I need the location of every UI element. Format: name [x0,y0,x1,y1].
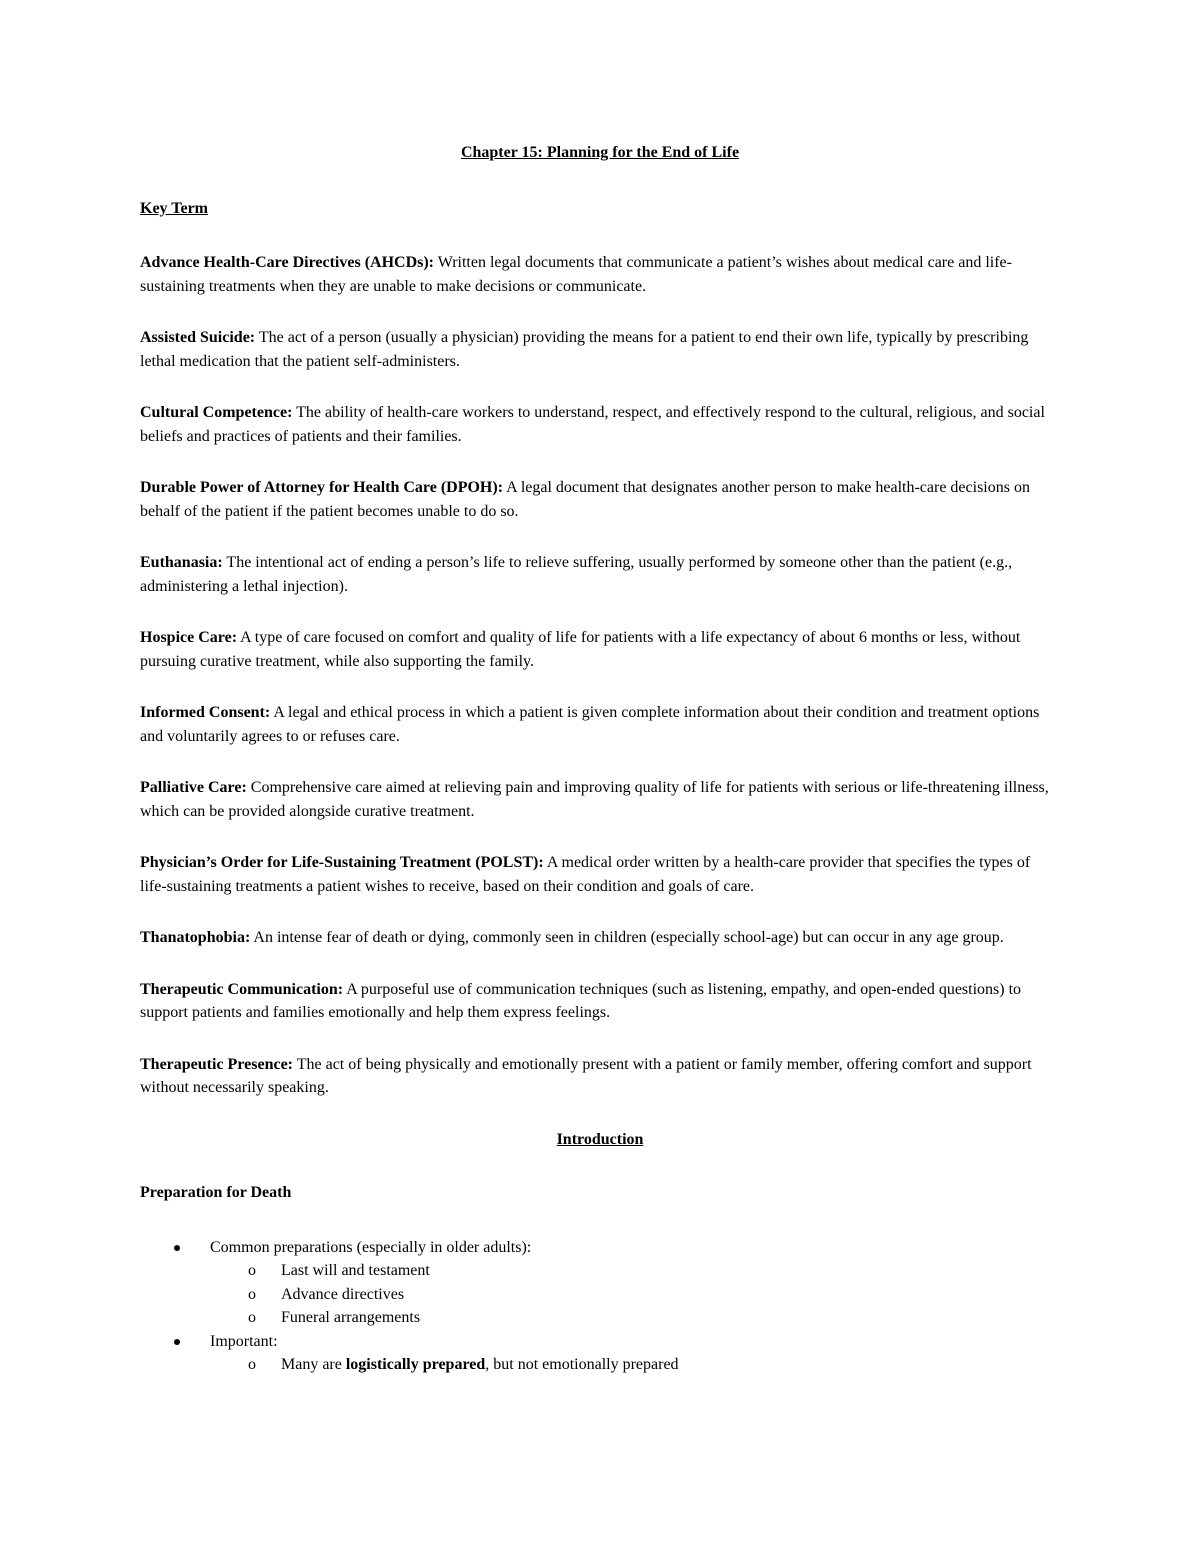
term-name: Therapeutic Communication: [140,980,344,998]
term-definition: A legal document that designates another person to make health-care decisions on behalf of the patient if the patient becomes unable to do so. [140,479,1030,520]
preparation-heading: Preparation for Death [140,1184,292,1201]
term-definition: The ability of health-care workers to understand, respect, and effectively respond to the cultural, religious, and social beliefs and practices of patients and their families. [140,404,1045,445]
term-definition: The act of being physically and emotionally present with a patient or family member, offering comfort and support without necessarily speaking. [140,1055,1032,1096]
term-name: Hospice Care: [140,629,238,646]
sub-bullet-text: Funeral arrangements [281,1309,421,1326]
term-name: Thanatophobia: [140,929,251,946]
list-item [140,1236,1060,1330]
term-definition: A purposeful use of communication techniques (such as listening, empathy, and open-ended questions) to support patients and families emotionally and help them express feelings. [140,980,1022,1021]
sub-bullet-icon: o [248,1285,256,1303]
term-name: Physician’s Order for Life-Sustaining Treatment (POLST): [140,854,544,871]
sub-bullet-text-tail: , but not emotionally prepared [485,1356,679,1373]
bullet-list [140,1236,1060,1377]
sub-bullet-icon: o [248,1309,256,1326]
term-name: Advance Health-Care Directives (AHCDs): [140,254,435,271]
term-entry [140,476,1060,523]
sub-bullet-text: Last will and testament [281,1262,430,1279]
term-name: Durable Power of Attorney for Health Care (DPOH): [140,479,504,496]
sub-list-item [140,1306,1060,1330]
sub-list-item [140,1259,1060,1283]
term-definition: A type of care focused on comfort and quality of life for patients with a life expectancy of about 6 months or less, without pursuing curative treatment, while also supporting the family. [140,629,1021,670]
term-definition: A medical order written by a health-care provider that specifies the types of life-sustaining treatments a patient wishes to receive, based on their condition and goals of care. [140,854,1031,895]
term-entry [140,776,1060,823]
sub-bullet-icon: o [248,1356,256,1373]
sub-bullet-text: Advance directives [281,1285,405,1303]
term-definition: An intense fear of death or dying, commonly seen in children (especially school-age) but can occur in any age group. [250,929,1004,946]
term-name: Assisted Suicide: [140,329,256,346]
term-definition: The act of a person (usually a physician) providing the means for a patient to end their own life, typically by prescribing lethal medication that the patient self-administers. [140,329,1029,370]
sub-bullet-icon: o [248,1262,256,1279]
term-definition: A legal and ethical process in which a patient is given complete information about their condition and treatment options and voluntarily agrees to or refuses care. [140,704,1040,745]
sub-bullet-text [281,1356,679,1373]
list-item [140,1330,1060,1377]
document-body [140,141,1060,1377]
term-entry [140,551,1060,598]
term-name: Euthanasia: [140,554,223,571]
sub-bullet-list [210,1259,1060,1330]
key-terms-heading: Key Term [140,199,208,217]
sub-list-item [140,1283,1060,1307]
term-entry [140,701,1060,748]
sub-bullet-list [210,1353,1060,1377]
term-definition: Written legal documents that communicate a patient’s wishes about medical care and life-sustaining treatments when they are unable to make decisions or communicate. [140,254,1012,295]
term-entry [140,1053,1060,1100]
term-name: Palliative Care: [140,779,247,796]
sub-bullet-text-lead: Many are [281,1356,346,1373]
sub-list-item [140,1353,1060,1377]
term-entry [140,626,1060,673]
term-entry [140,401,1060,448]
term-entry [140,978,1060,1025]
term-definition: Comprehensive care aimed at relieving pain and improving quality of life for patients with serious or life-threatening illness, which can be provided alongside curative treatment. [140,779,1049,820]
term-entry [140,251,1060,298]
introduction-heading: Introduction [556,1130,644,1148]
term-entry [140,926,1060,950]
term-name: Therapeutic Presence: [140,1055,293,1073]
bullet-text: Important: [210,1332,278,1350]
term-definition: The intentional act of ending a person’s life to relieve suffering, usually performed by someone other than the patient (e.g., administering a lethal injection). [140,554,1013,595]
document-title: Chapter 15: Planning for the End of Life [460,144,740,161]
term-entry [140,851,1060,898]
bullet-text: Common preparations (especially in older adults): [210,1238,532,1256]
term-entry [140,326,1060,373]
sub-bullet-emphasis: logistically prepared [345,1356,486,1373]
term-name: Informed Consent: [140,704,271,721]
term-name: Cultural Competence: [140,404,293,421]
